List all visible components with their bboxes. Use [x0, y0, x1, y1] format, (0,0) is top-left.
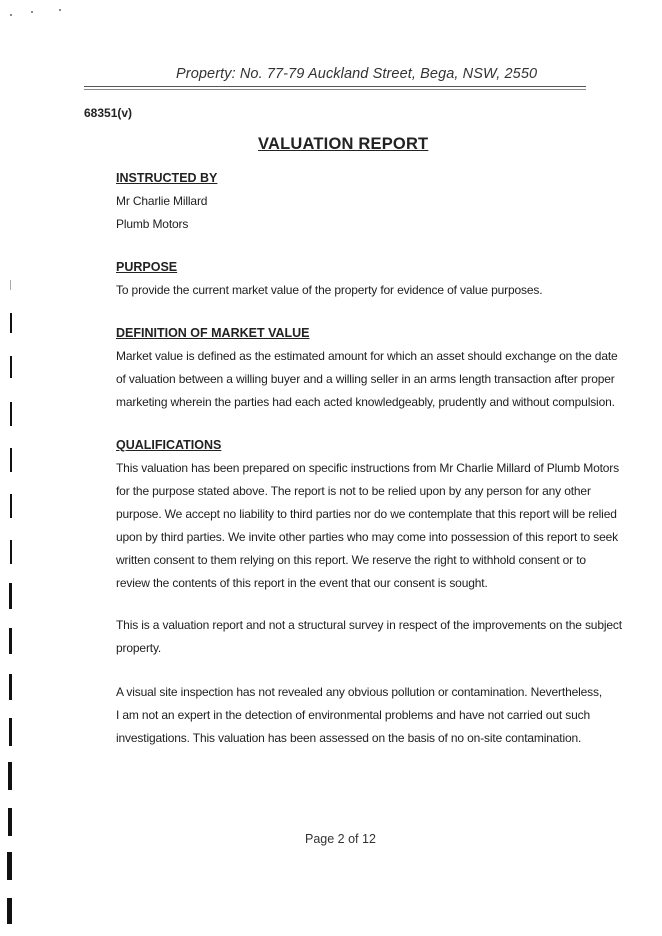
- scan-speck: [31, 11, 33, 13]
- definition-section: [116, 322, 618, 414]
- paragraph-line: purpose. We accept no liability to third parties nor do we contemplate that this report will be relied: [116, 507, 617, 521]
- binding-mark: [10, 313, 12, 333]
- header-rule: [84, 86, 586, 87]
- paragraph-line: written consent to them relying on this report. We reserve the right to withhold consent or to: [116, 553, 586, 567]
- scan-speck: [10, 14, 12, 16]
- binding-mark: [10, 356, 12, 378]
- paragraph-line: of valuation between a willing buyer and a willing seller in an arms length transaction after proper: [116, 372, 615, 386]
- client-name: Mr Charlie Millard: [116, 194, 208, 208]
- header-rule: [84, 89, 586, 90]
- scan-speck: [59, 9, 61, 11]
- paragraph-line: marketing wherein the parties had each acted knowledgeably, prudently and without compulsion.: [116, 395, 615, 409]
- paragraph-line: investigations. This valuation has been assessed on the basis of no on-site contamination.: [116, 731, 582, 745]
- section-heading: QUALIFICATIONS: [116, 438, 222, 452]
- paragraph-line: upon by third parties. We invite other parties who may come into possession of this report to seek: [116, 530, 619, 544]
- binding-mark: [10, 448, 12, 472]
- paragraph-line: A visual site inspection has not revealed any obvious pollution or contamination. Nevertheless,: [116, 685, 603, 699]
- binding-mark: [7, 852, 12, 880]
- section-heading: PURPOSE: [116, 260, 178, 274]
- qualifications-section: [116, 434, 620, 595]
- paragraph-line: property.: [116, 641, 162, 655]
- paragraph-line: Market value is defined as the estimated amount for which an asset should exchange on the date: [116, 349, 618, 363]
- binding-mark: [8, 762, 12, 790]
- binding-mark: [7, 898, 12, 924]
- paragraph-line: review the contents of this report in the event that our consent is sought.: [116, 576, 488, 590]
- purpose-section: [116, 256, 591, 302]
- page-number: Page 2 of 12: [305, 832, 376, 846]
- report-title: VALUATION REPORT: [258, 135, 429, 153]
- binding-mark: [10, 540, 12, 564]
- section-heading: INSTRUCTED BY: [116, 171, 218, 185]
- reference-number: 68351(v): [84, 106, 133, 120]
- property-header: Property: No. 77-79 Auckland Street, Bega, NSW, 2550: [176, 66, 538, 82]
- binding-mark: [9, 674, 12, 700]
- binding-mark: [10, 402, 12, 426]
- binding-mark: [9, 628, 12, 654]
- binding-mark: [10, 280, 11, 290]
- paragraph-line: for the purpose stated above. The report is not to be relied upon by any person for any other: [116, 484, 591, 498]
- qualifications-paragraph-2: [116, 614, 622, 660]
- client-company: Plumb Motors: [116, 217, 189, 231]
- binding-mark: [10, 494, 12, 518]
- paragraph-line: To provide the current market value of the property for evidence of value purposes.: [116, 283, 543, 297]
- qualifications-paragraph-3: [116, 681, 603, 750]
- binding-mark: [9, 583, 12, 609]
- paragraph-line: This valuation has been prepared on specific instructions from Mr Charlie Millard of Plumb Motors: [116, 461, 620, 475]
- instructed-by-section: [116, 167, 591, 236]
- binding-mark: [8, 808, 12, 836]
- paragraph-line: This is a valuation report and not a structural survey in respect of the improvements on the subject: [116, 618, 622, 632]
- paragraph-line: I am not an expert in the detection of environmental problems and have not carried out such: [116, 708, 590, 722]
- binding-mark: [9, 718, 12, 746]
- section-heading: DEFINITION OF MARKET VALUE: [116, 326, 310, 340]
